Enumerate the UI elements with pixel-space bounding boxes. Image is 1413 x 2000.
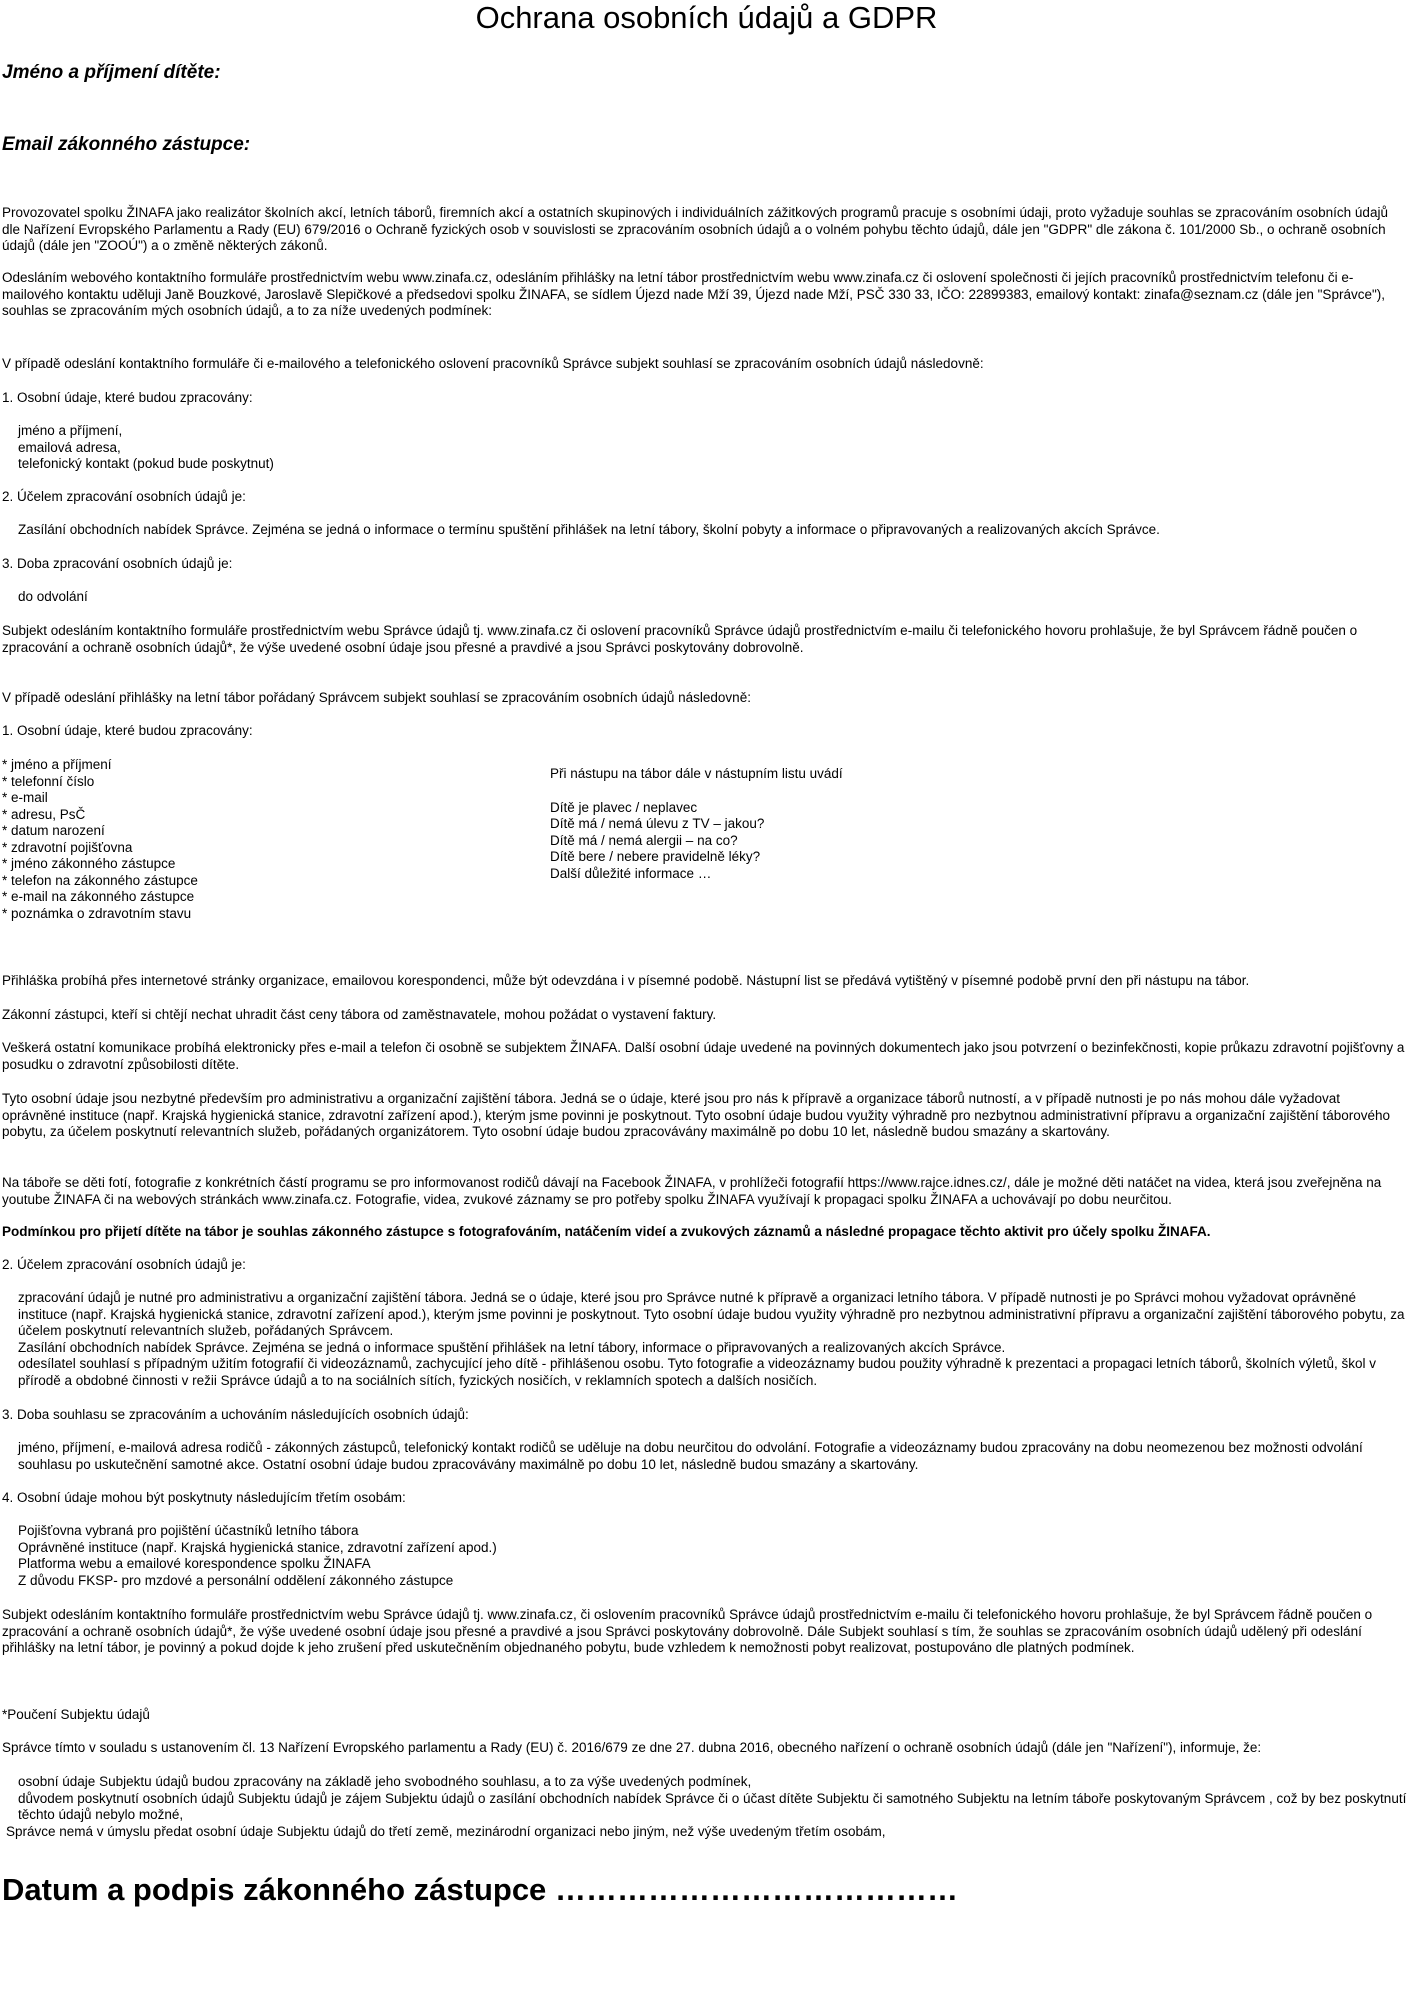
list-item: emailová adresa, [18,439,121,455]
section-a-heading-3: 3. Doba zpracování osobních údajů je: [2,556,233,571]
list-item: * poznámka o zdravotním stavu [2,905,192,921]
signature-field[interactable]: ………………………………… [554,1872,958,1907]
section-b-heading-2: 2. Účelem zpracování osobních údajů je: [2,1257,246,1272]
section-a-data-list [2,423,1407,473]
list-item: Pojišťovna vybraná pro pojištění účastníků letního tábora [18,1523,359,1538]
notice-item: osobní údaje Subjektu údajů budou zpracovány na základě jeho svobodného souhlasu, a to za výše uvedených podmínek, [18,1774,752,1789]
notice-intro: Správce tímto v souladu s ustanovením čl. 13 Nařízení Evropského parlamentu a Rady (EU) č. 2016/679 ze dne 27. dubna 2016, obecného nařízení o ochraně osobních údajů (dále jen "Nařízení"), informuje, že: [2,1740,1262,1755]
section-b-data-list [2,757,502,922]
list-item: Platforma webu a emailové korespondence spolku ŽINAFA [18,1556,371,1571]
section-b-heading-3: 3. Doba souhlasu se zpracováním a uchováním následujících osobních údajů: [2,1407,469,1422]
list-item: * datum narození [2,823,105,838]
list-item: * adresu, PsČ [2,806,86,822]
notice-item: Správce nemá v úmyslu předat osobní údaje Subjektu údajů do třetí země, mezinárodní organizaci nebo jiným, než výše uvedeným třetím osobám, [6,1823,886,1839]
third-parties-list [2,1523,1407,1589]
section-a-intro: V případě odeslání kontaktního formuláře či e-mailového a telefonického oslovení pracovníků Správce subjekt souhlasí se zpracováním osobních údajů následovně: [2,356,984,371]
page-title: Ochrana osobních údajů a GDPR [475,0,938,35]
purpose-item: Zasílání obchodních nabídek Správce. Zejména se jedná o informace spuštění přihlášek na letní tábory, informace o připravovaných a realizovaných akcích Správce. [18,1339,1006,1355]
registration-paragraph: Přihláška probíhá přes internetové stránky organizace, emailovou korespondenci, může být odevzdána i v písemné podobě. Nástupní list se předává vytištěný v písemné podobě první den při nástupu na tábor. [2,973,1250,988]
section-a-heading-1: 1. Osobní údaje, které budou zpracovány: [2,390,253,405]
list-item: Dítě bere / nebere pravidelně léky? [550,849,761,864]
list-item: jméno a příjmení, [18,423,123,438]
intro-paragraph: Provozovatel spolku ŽINAFA jako realizátor školních akcí, letních táborů, firemních akcí a ostatních skupinových i individuálních zážitkových programů pracuje s osobními údaji, proto vyžaduje souhlas se zpracováním osobních údajů dle Nařízení Evropského Parlamentu a Rady (EU) 679/2016 o Ochraně fyzických osob v souvislosti se zpracováním osobních údajů a o volném pohybu těchto údajů, dále jen "GDPR" dle zákona č. 101/2000 Sb., o ochraně osobních údajů (dále jen "ZOOÚ") a o změně některých zákonů. [2,205,1388,253]
notice-item: důvodem poskytnutí osobních údajů Subjektu údajů je zájem Subjektu údajů o zasílání obchodních nabídek Správce či o účast dítěte Subjektu či samotného Subjektu na letním táboře poskytovaným Správcem , což by bez poskytnutí těchto údajů nebylo možné, [18,1790,1407,1822]
list-item: * jméno a příjmení [2,757,112,772]
section-b-heading-1: 1. Osobní údaje, které budou zpracovány: [2,723,253,738]
list-item: Dítě má / nemá úlevu z TV – jakou? [550,816,765,831]
section-a-duration: do odvolání [18,589,88,604]
guardian-email-label: Email zákonného zástupce: [2,134,251,155]
child-name-label: Jméno a příjmení dítěte: [2,62,221,83]
photo-consent-condition: Podmínkou pro přijetí dítěte na tábor je souhlas zákonného zástupce s fotografováním, natáčením videí a zvukových záznamů a následné propagace těchto aktivit pro účely spolku ŽINAFA. [2,1224,1211,1239]
invoice-paragraph: Zákonní zástupci, kteří si chtějí nechat uhradit část ceny tábora od zaměstnavatele, mohou požádat o vystavení faktury. [2,1007,717,1022]
communication-paragraph: Veškerá ostatní komunikace probíhá elektronicky přes e-mail a telefon či osobně se subjektem ŽINAFA. Další osobní údaje uvedené na povinných dokumentech jako jsou potvrzení o bezinfekčnosti, kopie průkazu zdravotní pojišťovny a posudku o zdravotní způsobilosti dítěte. [2,1040,1405,1072]
list-item: * e-mail [2,790,48,805]
section-b-intro: V případě odeslání přihlášky na letní tábor pořádaný Správcem subjekt souhlasí se zpracováním osobních údajů následovně: [2,690,751,705]
list-item: telefonický kontakt (pokud bude poskytnut) [18,456,274,471]
section-b-duration: jméno, příjmení, e-mailová adresa rodičů - zákonných zástupců, telefonický kontakt rodičů se uděluje na dobu neurčitou do odvolání. Fotografie a videozáznamy budou zpracovány na dobu neomezenou bez možnosti odvolání souhlasu po uskutečnění samotné akce. Ostatní osobní údaje budou zpracovávány maximálně po dobu 10 let, následně budou smazány a skartovány. [18,1440,1363,1472]
list-item: * telefon na zákonného zástupce [2,872,198,888]
arrival-sheet-info [550,766,1150,882]
signature-label: Datum a podpis zákonného zástupce [2,1872,547,1907]
list-item: * telefonní číslo [2,773,95,789]
photos-paragraph: Na táboře se děti fotí, fotografie z konkrétních částí programu se pro informovanost rodičů dávají na Facebook ŽINAFA, v prohlížeči fotografií https://www.rajce.idnes.cz/, dále je možné děti natáčet na videa, která jsou zveřejněna na youtube ŽINAFA či na webových stránkách www.zinafa.cz. Fotografie, videa, zvukové záznamy se pro potřeby spolku ŽINAFA využívají k propagaci spolku ŽINAFA a uchovávají po dobu neurčitou. [2,1175,1382,1207]
list-item: Z důvodu FKSP- pro mzdové a personální oddělení zákonného zástupce [18,1572,454,1588]
consent-paragraph: Odesláním webového kontaktního formuláře prostřednictvím webu www.zinafa.cz, odesláním přihlášky na letní tábor prostřednictvím webu www.zinafa.cz či oslovení společnosti či jejích pracovníků prostřednictvím telefonu či e-mailového kontaktu uděluji Janě Bouzkové, Jaroslavě Slepičkové a předsedovi spolku ŽINAFA, se sídlem Újezd nade Mží 39, Újezd nade Mží, PSČ 330 33, IČO: 22899383, emailový kontakt: zinafa@seznam.cz (dále jen "Správce"), souhlas se zpracováním mých osobních údajů, a to za níže uvedených podmínek: [2,270,1385,318]
list-item: Další důležité informace … [550,865,712,881]
section-a-statement: Subjekt odesláním kontaktního formuláře prostřednictvím webu Správce údajů tj. www.zinafa.cz či oslovení pracovníků Správce údajů prostřednictvím e-mailu či telefonického hovoru prohlašuje, že byl Správcem řádně poučen o zpracování a ochraně osobních údajů*, že výše uvedené osobní údaje jsou přesné a pravdivé a jsou Správci poskytovány dobrovolně. [2,623,1358,655]
list-item: Oprávněné instituce (např. Krajská hygienická stanice, zdravotní zařízení apod.) [18,1539,497,1555]
list-item: * e-mail na zákonného zástupce [2,889,195,904]
section-a-heading-2: 2. Účelem zpracování osobních údajů je: [2,489,246,504]
purpose-item: zpracování údajů je nutné pro administrativu a organizační zajištění tábora. Jedná se o údaje, které jsou pro Správce nutné k přípravě a organizaci letního tábora. V případě nutnosti je po Správci mohou vyžadovat oprávněné instituce (např. Krajská hygienická stanice, zdravotní zařízení apod.), kterým jsme povinni je poskytnout. Tyto osobní údaje budou využity výhradně pro nezbytnou administrativní přípravu a organizační zajištění táborového pobytu, za účelem poskytnutí relevantních služeb, pořádaných Správcem. [18,1290,1405,1338]
signature-line [2,1872,1407,1908]
list-item: Dítě má / nemá alergii – na co? [550,832,738,848]
arrival-sheet-heading: Při nástupu na tábor dále v nástupním listu uvádí [550,766,843,781]
necessity-paragraph: Tyto osobní údaje jsou nezbytné především pro administrativu a organizační zajištění tábora. Jedná se o údaje, které jsou pro nás k přípravě a organizace táborů nutností, a v případě nutnosti je po nás mohou dále vyžadovat oprávněné instituce (např. Krajská hygienická stanice, zdravotní zařízení apod.), kterým jsme povinni je poskytnout. Tyto osobní údaje budou využity výhradně pro nezbytnou administrativní přípravu a organizační zajištění táborového pobytu, za účelem poskytnutí relevantních služeb, pořádaných organizátorem. Tyto osobní údaje budou zpracovávány maximálně po dobu 10 let, následně budou smazány a skartovány. [2,1091,1391,1139]
list-item: * zdravotní pojišťovna [2,839,133,855]
notice-heading: *Poučení Subjektu údajů [2,1707,150,1722]
section-a-purpose: Zasílání obchodních nabídek Správce. Zejména se jedná o informace o termínu spuštění přihlášek na letní tábory, školní pobyty a informace o připravovaných a realizovaných akcích Správce. [18,522,1160,537]
notice-list [2,1774,1407,1840]
section-b-statement: Subjekt odesláním kontaktního formuláře prostřednictvím webu Správce údajů tj. www.zinafa.cz, či oslovením pracovníků Správce údajů prostřednictvím e-mailu či telefonického hovoru prohlašuje, že byl Správcem řádně poučen o zpracování a ochraně osobních údajů*, že výše uvedené osobní údaje jsou přesné a pravdivé a jsou Správci poskytovány dobrovolně. Dále Subjekt souhlasí s tím, že souhlas se zpracováním osobních údajů udělený při odeslání přihlášky na letní tábor, je povinný a pokud dojde k jeho zrušení před uskutečněním objednaného pobytu, bude vzhledem k nemožnosti pobyt realizovat, postupováno dle platných podmínek. [2,1607,1373,1655]
section-b-heading-4: 4. Osobní údaje mohou být poskytnuty následujícím třetím osobám: [2,1490,406,1505]
list-item: * jméno zákonného zástupce [2,856,176,871]
section-b-purpose [2,1290,1407,1389]
purpose-item: odesílatel souhlasí s případným užitím fotografií či videozáznamů, zachycující jeho dítě - přihlášenou osobu. Tyto fotografie a videozáznamy budou použity výhradně k prezentaci a propagaci letních táborů, školních výletů, škol v přírodě a obdobné činnosti v režii Správce údajů a to na sociálních sítích, fyzických nosičích, v reklamních spotech a dalších nosičích. [18,1356,1377,1388]
list-item: Dítě je plavec / neplavec [550,799,698,815]
